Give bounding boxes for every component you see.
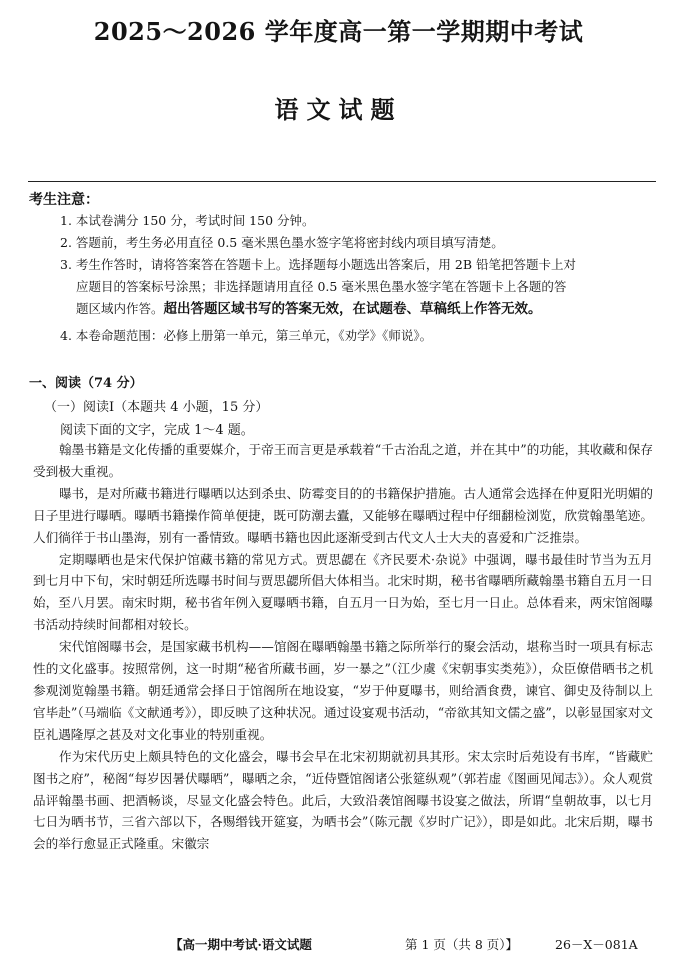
notice-item-3-line-2: 应题目的答案标号涂黑；非选择题请用直径 0.5 毫米黑色墨水签字笔在答题卡上各题的答 bbox=[76, 279, 567, 294]
passage-paragraph-1: 翰墨书籍是文化传播的重要媒介，于帝王而言更是承载着“千古治乱之道，并在其中”的功能，其收藏和保存受到极大重视。 bbox=[33, 442, 653, 479]
notice-item-1: 1. 本试卷满分 150 分，考试时间 150 分钟。 bbox=[60, 213, 315, 228]
notice-item-2: 2. 答题前，考生务必用直径 0.5 毫米黑色墨水签字笔将密封线内项目填写清楚。 bbox=[60, 235, 504, 250]
notice-warning: 超出答题区域书写的答案无效，在试题卷、草稿纸上作答无效。 bbox=[163, 301, 542, 317]
passage-paragraph-4: 宋代馆阁曝书会，是国家藏书机构——馆阁在曝晒翰墨书籍之际所举行的聚会活动，堪称当时一项具有标志性的文化盛事。按照常例，这一时期“秘省所藏书画，岁一暴之”（江少虞《宋朝事实类苑》），众臣僚借晒书之机参观浏览翰墨书籍。朝廷通常会择日于馆阁所在地设宴，“岁于仲夏曝书，则给酒食费，谏官、御史及待制以上官毕赴”（马端临《文献通考》），即反映了这种状况。通过设宴观书活动，“帝欲其知文儒之盛”，以彰显国家对文臣礼遇隆厚之甚及对文化事业的特别重视。 bbox=[33, 639, 653, 742]
passage-paragraph-5: 作为宋代历史上颇具特色的文化盛会，曝书会早在北宋初期就初具其形。宋太宗时后苑设有书库，“皆藏贮图书之府”，秘阁“每岁因暑伏曝晒”，曝晒之余，“近侍暨馆阁诸公张筵纵观”（郭若虚《图画见闻志》）。众人观赏品评翰墨书画、把酒畅谈，尽显文化盛会特色。此后，大致沿袭馆阁曝书设宴之做法，所谓“皇朝故事，以七月七日为晒书节，三省六部以下，各赐缗钱开筵宴，为晒书会”（陈元靓《岁时广记》），即是如此。北宋后期，曝书会的举行愈显正式隆重。宋徽宗 bbox=[33, 748, 653, 852]
instruction: 阅读下面的文字，完成 1～4 题。 bbox=[60, 423, 254, 438]
footer-page-number: 第 1 页（共 8 页）】 bbox=[405, 937, 519, 952]
divider bbox=[28, 181, 656, 182]
reading-passage bbox=[33, 439, 653, 855]
footer-code: 26－X－081A bbox=[555, 937, 638, 952]
notice-item-4: 4. 本卷命题范围：必修上册第一单元，第三单元，《劝学》《师说》。 bbox=[60, 328, 433, 343]
notice-item-3-line-3 bbox=[60, 298, 660, 320]
sub-heading: （一）阅读Ⅰ（本题共 4 小题，15 分） bbox=[44, 400, 269, 415]
notice-item-3-text: 题区域内作答。 bbox=[76, 301, 164, 316]
notice-item-3-line-1: 3. 考生作答时，请将答案答在答题卡上。选择题每小题选出答案后，用 2B 铅笔把答题卡上对 bbox=[60, 257, 576, 272]
exam-title: 2025～2026 学年度高一第一学期期中考试 bbox=[93, 17, 584, 46]
notice-item-3 bbox=[60, 254, 660, 320]
section-heading: 一、阅读（74 分） bbox=[29, 376, 143, 391]
passage-paragraph-2: 曝书，是对所藏书籍进行曝晒以达到杀虫、防霉变目的的书籍保护措施。古人通常会选择在仲夏阳光明媚的日子里进行曝晒。曝晒书籍操作简单便捷，既可防潮去蠹，又能够在曝晒过程中仔细翻检浏览，欣赏翰墨笔迹。人们徜徉于书山墨海，别有一番情致。曝晒书籍也因此逐渐受到古代文人士大夫的喜爱和广泛推崇。 bbox=[33, 485, 653, 545]
notice-heading: 考生注意： bbox=[29, 192, 99, 208]
subject-title: 语文试题 bbox=[274, 95, 403, 124]
footer-exam-name: 【高一期中考试·语文试题 bbox=[170, 937, 312, 952]
passage-paragraph-3: 定期曝晒也是宋代保护馆藏书籍的常见方式。贾思勰在《齐民要术·杂说》中强调，曝书最佳时节当为五月到七月中下旬，宋时朝廷所选曝书时间与贾思勰所倡大体相当。北宋时期，秘书省曝晒所藏翰墨书籍自五月一日始，至八月罢。南宋时期，秘书省年例入夏曝晒书籍，自五月一日为始，至七月一日止。总体看来，两宋馆阁曝书活动持续时间都相对较长。 bbox=[33, 551, 653, 633]
